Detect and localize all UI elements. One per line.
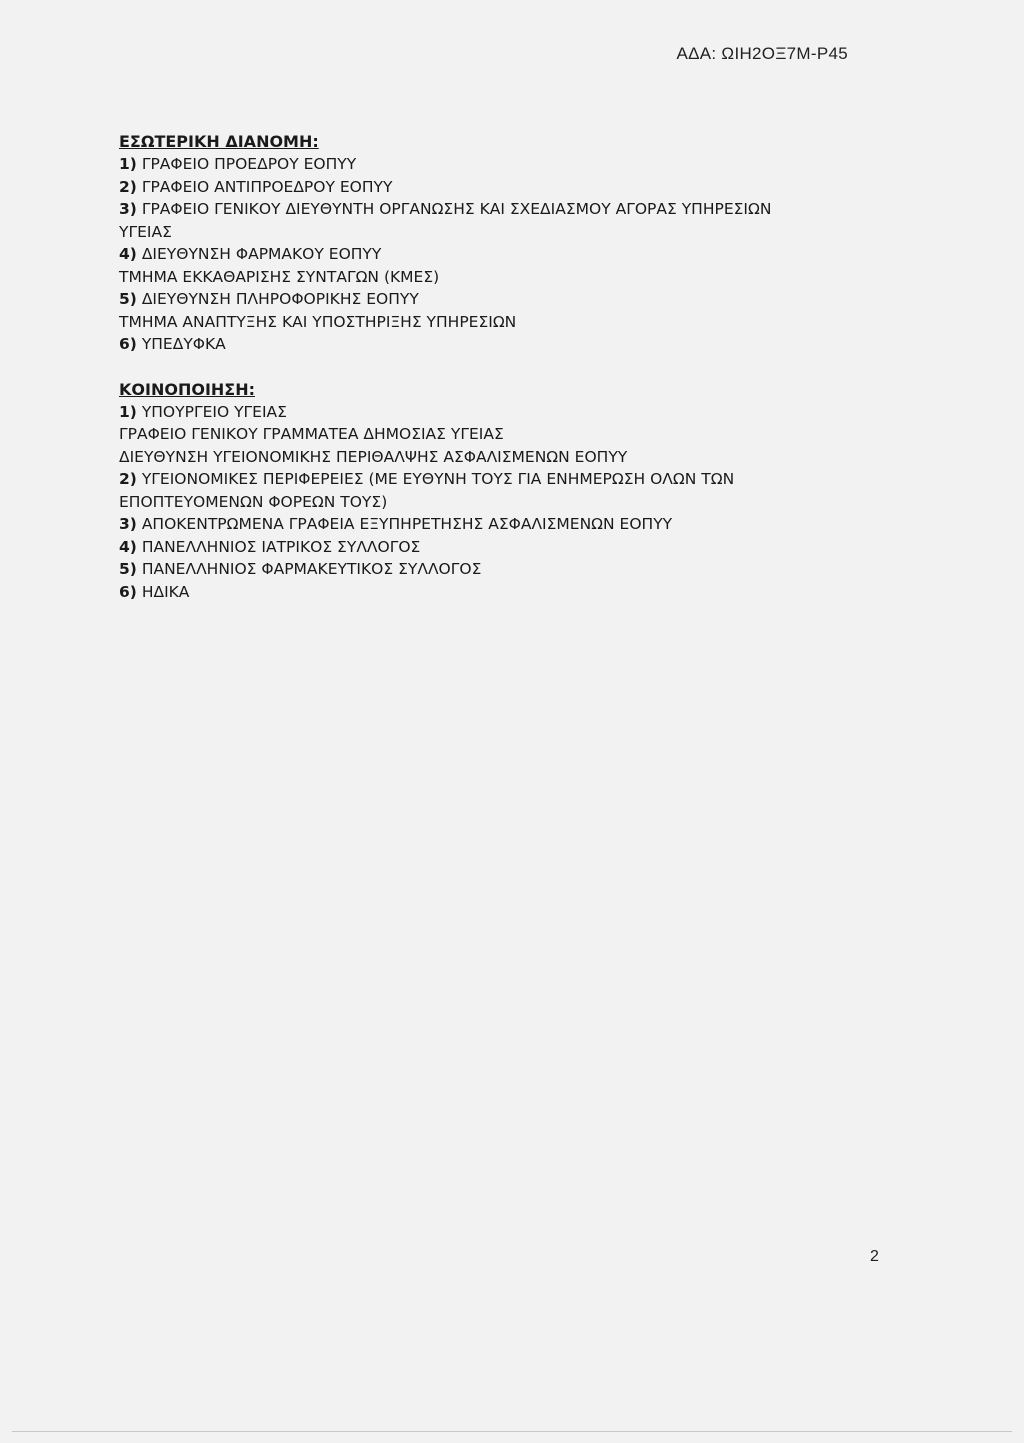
item-text: ΗΔΙΚΑ bbox=[141, 582, 190, 601]
item-text: ΥΠΕΔΥΦΚΑ bbox=[141, 335, 226, 353]
list-item-line bbox=[119, 513, 919, 536]
list-item bbox=[119, 288, 919, 333]
item-number: 6) bbox=[119, 335, 137, 353]
list-item-line bbox=[119, 333, 919, 356]
list-item-line bbox=[119, 468, 919, 491]
list-item-line: ΤΜΗΜΑ ΕΚΚΑΘΑΡΙΣΗΣ ΣΥΝΤΑΓΩΝ (ΚΜΕΣ) bbox=[119, 267, 440, 286]
notification-section bbox=[119, 378, 919, 604]
list-item bbox=[119, 581, 919, 604]
item-number: 5) bbox=[119, 560, 137, 578]
item-number: 3) bbox=[119, 200, 137, 218]
item-text: ΓΡΑΦΕΙΟ ΑΝΤΙΠΡΟΕΔΡΟΥ ΕΟΠΥΥ bbox=[141, 177, 393, 196]
list-item bbox=[119, 153, 919, 176]
document-body bbox=[119, 130, 919, 603]
page-number: 2 bbox=[870, 1248, 879, 1265]
list-item bbox=[119, 176, 919, 199]
list-item-line bbox=[119, 581, 919, 604]
item-text: ΓΡΑΦΕΙΟ ΓΕΝΙΚΟΥ ΔΙΕΥΘΥΝΤΗ ΟΡΓΑΝΩΣΗΣ ΚΑΙ ΣΧΕΔΙΑΣΜΟΥ ΑΓΟΡΑΣ ΥΠΗΡΕΣΙΩΝ bbox=[141, 200, 772, 218]
list-item-line bbox=[119, 153, 919, 176]
item-number: 6) bbox=[119, 582, 137, 601]
item-text: ΓΡΑΦΕΙΟ ΠΡΟΕΔΡΟΥ ΕΟΠΥΥ bbox=[141, 155, 357, 173]
list-item bbox=[119, 558, 919, 581]
item-number: 5) bbox=[119, 290, 137, 308]
item-number: 4) bbox=[119, 245, 137, 263]
list-item-line bbox=[119, 401, 919, 424]
list-item-line: ΔΙΕΥΘΥΝΣΗ ΥΓΕΙΟΝΟΜΙΚΗΣ ΠΕΡΙΘΑΛΨΗΣ ΑΣΦΑΛΙΣΜΕΝΩΝ ΕΟΠΥΥ bbox=[119, 447, 628, 466]
item-number: 3) bbox=[119, 515, 137, 533]
list-item-line bbox=[119, 176, 919, 199]
list-item-line bbox=[119, 288, 919, 311]
list-item bbox=[119, 198, 919, 243]
item-number: 2) bbox=[119, 177, 137, 196]
item-number: 1) bbox=[119, 155, 137, 173]
internal-distribution-section bbox=[119, 130, 919, 356]
list-item-line: ΤΜΗΜΑ ΑΝΑΠΤΥΞΗΣ ΚΑΙ ΥΠΟΣΤΗΡΙΞΗΣ ΥΠΗΡΕΣΙΩΝ bbox=[119, 312, 517, 331]
list-item bbox=[119, 513, 919, 536]
list-item-line: ΓΡΑΦΕΙΟ ΓΕΝΙΚΟΥ ΓΡΑΜΜΑΤΕΑ ΔΗΜΟΣΙΑΣ ΥΓΕΙΑΣ bbox=[119, 425, 504, 443]
list-item bbox=[119, 536, 919, 559]
list-item-line bbox=[119, 558, 919, 581]
item-number: 1) bbox=[119, 402, 137, 421]
item-number: 4) bbox=[119, 537, 137, 556]
item-text: ΔΙΕΥΘΥΝΣΗ ΦΑΡΜΑΚΟΥ ΕΟΠΥΥ bbox=[141, 245, 382, 263]
item-text: ΑΠΟΚΕΝΤΡΩΜΕΝΑ ΓΡΑΦΕΙΑ ΕΞΥΠΗΡΕΤΗΣΗΣ ΑΣΦΑΛΙΣΜΕΝΩΝ ΕΟΠΥΥ bbox=[141, 515, 673, 533]
list-item-line: ΥΓΕΙΑΣ bbox=[119, 222, 172, 241]
item-number: 2) bbox=[119, 470, 137, 488]
item-text: ΥΓΕΙΟΝΟΜΙΚΕΣ ΠΕΡΙΦΕΡΕΙΕΣ (ΜΕ ΕΥΘΥΝΗ ΤΟΥΣ ΓΙΑ ΕΝΗΜΕΡΩΣΗ ΟΛΩΝ ΤΩΝ bbox=[141, 470, 735, 488]
notification-heading: ΚΟΙΝΟΠΟΙΗΣΗ: bbox=[119, 379, 255, 399]
internal-distribution-heading: ΕΣΩΤΕΡΙΚΗ ΔΙΑΝΟΜΗ: bbox=[119, 132, 319, 151]
list-item-line bbox=[119, 198, 919, 221]
list-item bbox=[119, 401, 919, 469]
list-item bbox=[119, 243, 919, 288]
list-item-line: ΕΠΟΠΤΕΥΟΜΕΝΩΝ ΦΟΡΕΩΝ ΤΟΥΣ) bbox=[119, 492, 388, 511]
list-item-line bbox=[119, 243, 919, 266]
scan-bottom-edge bbox=[12, 1431, 1012, 1432]
item-text: ΠΑΝΕΛΛΗΝΙΟΣ ΙΑΤΡΙΚΟΣ ΣΥΛΛΟΓΟΣ bbox=[141, 537, 421, 556]
list-item bbox=[119, 468, 919, 513]
list-item bbox=[119, 333, 919, 356]
item-text: ΔΙΕΥΘΥΝΣΗ ΠΛΗΡΟΦΟΡΙΚΗΣ ΕΟΠΥΥ bbox=[141, 290, 419, 308]
list-item-line bbox=[119, 536, 919, 559]
item-text: ΠΑΝΕΛΛΗΝΙΟΣ ΦΑΡΜΑΚΕΥΤΙΚΟΣ ΣΥΛΛΟΓΟΣ bbox=[141, 560, 482, 578]
item-text: ΥΠΟΥΡΓΕΙΟ ΥΓΕΙΑΣ bbox=[141, 402, 287, 421]
ada-code: ΑΔΑ: ΩΙΗ2ΟΞ7Μ-Ρ45 bbox=[676, 44, 848, 63]
